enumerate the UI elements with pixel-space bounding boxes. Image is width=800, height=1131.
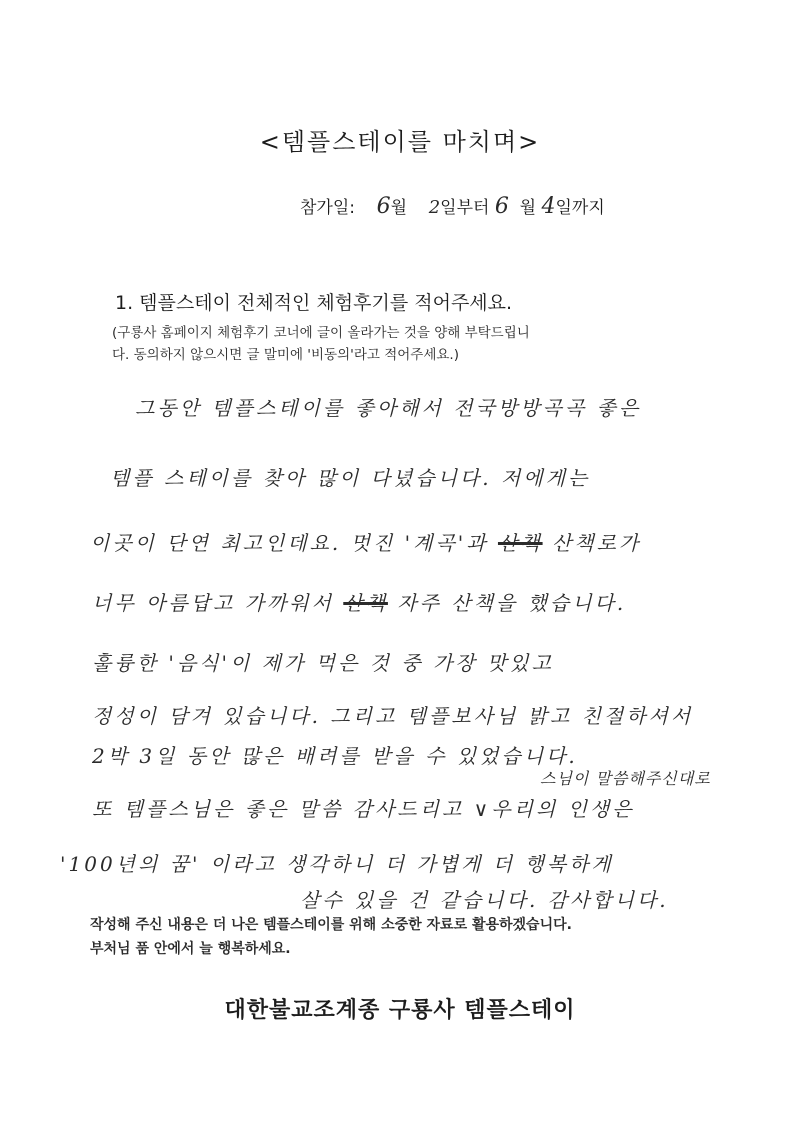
handwritten-line-9: '100년의 꿈' 이라고 생각하니 더 가볍게 더 행복하게 bbox=[60, 852, 614, 876]
handwritten-line-3 bbox=[90, 527, 641, 556]
handwritten-line-5: 훌륭한 '음식'이 제가 먹은 것 중 가장 맛있고 bbox=[92, 651, 554, 675]
consent-note-line-1: (구룡사 홈페이지 체험후기 코너에 글이 올라가는 것을 양해 부탁드립니 bbox=[112, 325, 530, 341]
handwritten-line-8 bbox=[92, 793, 635, 822]
participation-dates bbox=[300, 193, 605, 219]
handwritten-line-2: 템플 스테이를 찾아 많이 다녔습니다. 저에게는 bbox=[110, 466, 591, 490]
footer-note-line-1: 작성해 주신 내용은 더 나은 템플스테이를 위해 소중한 자료로 활용하겠습니다. bbox=[90, 917, 572, 933]
start-month: 6 bbox=[376, 194, 391, 219]
handwritten-line-4-end: 자주 산책을 했습니다. bbox=[397, 591, 627, 615]
insert-caret: ∨ bbox=[473, 797, 492, 821]
organization-name: 대한불교조계종 구룡사 템플스테이 bbox=[224, 998, 576, 1023]
handwritten-line-8-end: 우리의 인생은 bbox=[491, 797, 635, 821]
handwritten-line-6: 정성이 담겨 있습니다. 그리고 템플보사님 밝고 친절하셔서 bbox=[92, 704, 694, 728]
month-unit-1: 월 bbox=[390, 198, 408, 218]
struck-word-2: 산책 bbox=[343, 591, 388, 615]
until-suffix: 일까지 bbox=[555, 198, 605, 218]
footer-note-line-2: 부처님 품 안에서 늘 행복하세요. bbox=[90, 941, 291, 957]
handwritten-line-10: 살수 있을 건 같습니다. 감사합니다. bbox=[300, 888, 669, 912]
footer-note bbox=[90, 913, 730, 961]
handwritten-line-4-start: 너무 아름답고 가까워서 bbox=[92, 591, 334, 615]
end-day: 4 bbox=[541, 194, 556, 219]
struck-word-1: 산책 bbox=[497, 531, 543, 555]
dates-label: 참가일: bbox=[300, 198, 355, 218]
consent-note-line-2: 다. 동의하지 않으시면 글 말미에 '비동의'라고 적어주세요.) bbox=[112, 347, 459, 363]
consent-note bbox=[112, 322, 702, 366]
form-title: <템플스테이를 마치며> bbox=[259, 128, 541, 156]
handwritten-line-3-start: 이곳이 단연 최고인데요. 멋진 '계곡'과 bbox=[90, 531, 489, 555]
start-day: 2 bbox=[428, 197, 441, 218]
handwritten-line-8-start: 또 템플스님은 좋은 말씀 bbox=[92, 797, 344, 821]
handwritten-line-3-end: 산책로가 bbox=[551, 531, 642, 555]
handwritten-line-7: 2박 3일 동안 많은 배려를 받을 수 있었습니다. bbox=[92, 744, 578, 768]
handwritten-line-8-mid: 감사드리고 bbox=[352, 797, 465, 821]
end-month: 6 bbox=[494, 194, 509, 219]
handwritten-insert: 스님이 말씀해주신대로 bbox=[540, 769, 711, 788]
from-suffix: 일부터 bbox=[440, 198, 490, 218]
month-unit-2: 월 bbox=[519, 198, 537, 218]
handwritten-line-1: 그동안 템플스테이를 좋아해서 전국방방곡곡 좋은 bbox=[135, 396, 642, 420]
question-1: 1. 템플스테이 전체적인 체험후기를 적어주세요. bbox=[115, 292, 513, 314]
handwritten-line-4 bbox=[92, 587, 626, 616]
